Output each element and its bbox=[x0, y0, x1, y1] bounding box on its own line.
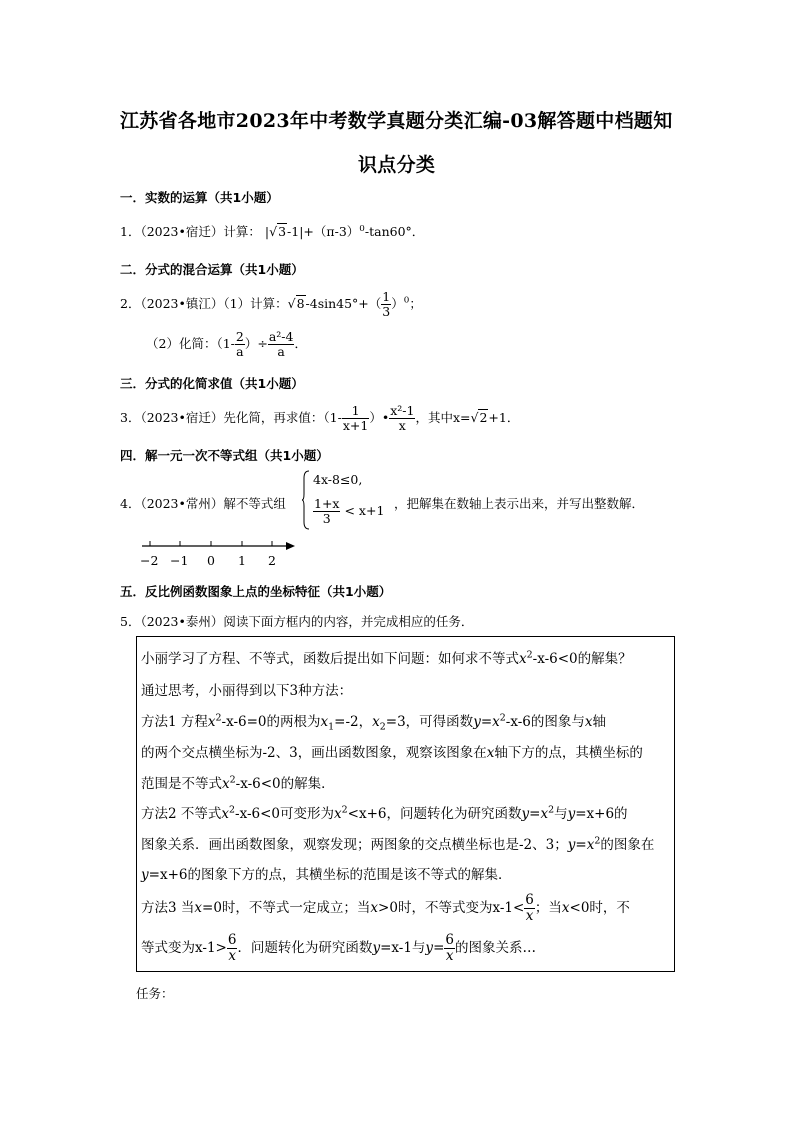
question-4-prefix: 4．（2023•常州）解不等式组 bbox=[120, 496, 286, 511]
section-heading-2: 二．分式的混合运算（共1小题） bbox=[120, 262, 304, 277]
box-line-7: 图象关系．画出函数图象，观察发现；两图象的交点横坐标也是-2、3；$y=x^2$的图象在 bbox=[141, 835, 655, 853]
box-line-4: 的两个交点横坐标为-2、3，画出函数图象，观察该图象在x轴下方的点，其横坐标的 bbox=[141, 745, 643, 761]
box-line-9: 方法3 当x=0时，不等式一定成立；当x>0时，不等式变为x-1< $\frac{6}{x}$ ；当x<0时，不 bbox=[141, 892, 630, 924]
q1-exp: 0 bbox=[359, 223, 365, 234]
q4-ineq2-frac bbox=[313, 497, 340, 526]
q2-end: ； bbox=[409, 295, 422, 311]
q2-num: 1 bbox=[382, 289, 391, 304]
q2-part2-prefix: （2）化简：（1- bbox=[146, 335, 235, 351]
q3-num2: x²-1 bbox=[390, 403, 415, 418]
q1-end: ． bbox=[411, 224, 425, 239]
q1-text-a: -1 bbox=[287, 224, 300, 239]
q2-exp: 0 bbox=[403, 295, 410, 306]
question-2-part1: 2．（2023•镇江）（1）计算：√8-4sin45°+（ $\frac{1}{3}$ ）$^0$； bbox=[120, 289, 422, 319]
q3-mid: ）• bbox=[369, 409, 390, 425]
q2-part2-num2: a²-4 bbox=[268, 329, 294, 344]
q2-part2-den2: a bbox=[277, 343, 285, 359]
box-line-2: 通过思考，小丽得到以下3种方法： bbox=[141, 683, 353, 699]
section-heading-5: 五．反比例函数图象上点的坐标特征（共1小题） bbox=[120, 584, 392, 599]
question-1 bbox=[120, 222, 424, 240]
q1-sqrt: 3 bbox=[278, 224, 287, 239]
question-4-suffix: ，把解集在数轴上表示出来，并写出整数解． bbox=[394, 496, 645, 511]
q2-den: 3 bbox=[382, 303, 391, 319]
q1-prefix: 1．（2023•宿迁）计算： bbox=[120, 224, 261, 239]
q2-part2-den: a bbox=[236, 343, 244, 359]
q1-abs-open: |√3 bbox=[264, 224, 287, 239]
box-line-10: 等式变为x-1> $\frac{6}{x}$ ．问题转化为研究函数y=x-1与y= $\frac{6}{x}$ 的图象关系… bbox=[141, 932, 536, 964]
reading-box bbox=[136, 636, 675, 972]
numberline-tick-label: 2 bbox=[268, 553, 276, 568]
page-title-line2: 识点分类 bbox=[358, 154, 436, 176]
numberline-tick-label: 0 bbox=[207, 553, 215, 568]
q2-fraction bbox=[381, 290, 391, 319]
q1-text-b: +（π-3） bbox=[303, 224, 360, 239]
q4-ineq2 bbox=[313, 497, 384, 526]
q1-abs-close: | bbox=[299, 224, 304, 239]
numberline-tick-label: 1 bbox=[238, 553, 246, 568]
q3-num: 1 bbox=[342, 404, 369, 419]
numberline-tick-label: −2 bbox=[140, 553, 159, 568]
question-3: 3．（2023•宿迁）先化简，再求值：（1- $\frac{1}{x+1}$ ）• $\frac{\text{x²-1}}{x}$ ，其中x=√2+1． bbox=[120, 403, 520, 433]
box-line-3: 方法1 方程$x^2-x-6=0$的两根为$x_1=-2$，$x_2=3$，可得函数$y=x^2-x-6$的图象与x轴 bbox=[141, 712, 606, 733]
q2-part2-mid: ）÷ bbox=[244, 335, 268, 351]
q3-frac2 bbox=[389, 404, 415, 433]
numberline-tick-label: −1 bbox=[170, 553, 189, 568]
q4-ineq2-rest: < x+1 bbox=[344, 502, 385, 518]
box-line-8: y=x+6的图象下方的点，其横坐标的范围是该不等式的解集． bbox=[141, 867, 512, 883]
q2-prefix: 2．（2023•镇江）（1）计算： bbox=[120, 295, 288, 311]
q3-end: +1． bbox=[488, 409, 520, 425]
q3-prefix: 3．（2023•宿迁）先化简，再求值：（1- bbox=[120, 409, 342, 425]
q3-den: x+1 bbox=[342, 417, 369, 433]
q4-brace bbox=[302, 470, 310, 530]
box-line-5: 范围是不等式$x^2-x-6<0$的解集． bbox=[141, 774, 335, 792]
question-2-part2 bbox=[146, 330, 307, 359]
section-heading-4: 四．解一元一次不等式组（共1小题） bbox=[120, 448, 329, 463]
q1-text-c: -tan60° bbox=[364, 224, 412, 239]
q4-ineq1: 4x-8≤0, bbox=[313, 472, 363, 487]
box-line-6: 方法2 不等式$x^2-x-6<0$可变形为$x^2<x+6$，问题转化为研究函数$y=x^2$与y=x+6的 bbox=[141, 804, 628, 822]
section-heading-1: 一．实数的运算（共1小题） bbox=[120, 190, 279, 205]
q2-sqrt: 8 bbox=[296, 295, 305, 311]
q3-frac1 bbox=[342, 404, 369, 433]
q4-ineq2-den: 3 bbox=[322, 510, 331, 526]
q3-sqrt: 2 bbox=[479, 409, 488, 425]
q2-part2-num: 2 bbox=[235, 329, 244, 344]
page-title-line1: 江苏省各地市2023年中考数学真题分类汇编-03解答题中档题知 bbox=[120, 110, 673, 132]
task-label: 任务： bbox=[136, 986, 174, 1001]
brace-icon bbox=[302, 470, 310, 530]
q2-mid: -4sin45°+（ bbox=[305, 295, 382, 311]
q4-ineq2-num: 1+x bbox=[314, 496, 340, 511]
q2-part2-frac1 bbox=[235, 330, 245, 359]
question-5: 5．（2023•泰州）阅读下面方框内的内容，并完成相应的任务． bbox=[120, 614, 474, 629]
arrow-icon bbox=[286, 542, 295, 550]
q2-part2-end: ． bbox=[294, 335, 307, 351]
box-line-1: 小丽学习了方程、不等式，函数后提出如下问题：如何求不等式$x^2-x-6<0$的解集？ bbox=[141, 649, 632, 667]
q3-den2: x bbox=[398, 417, 406, 433]
q3-mid2: ，其中x= bbox=[415, 409, 471, 425]
section-heading-3: 三．分式的化简求值（共1小题） bbox=[120, 376, 304, 391]
q2-part2-frac2 bbox=[268, 330, 295, 359]
